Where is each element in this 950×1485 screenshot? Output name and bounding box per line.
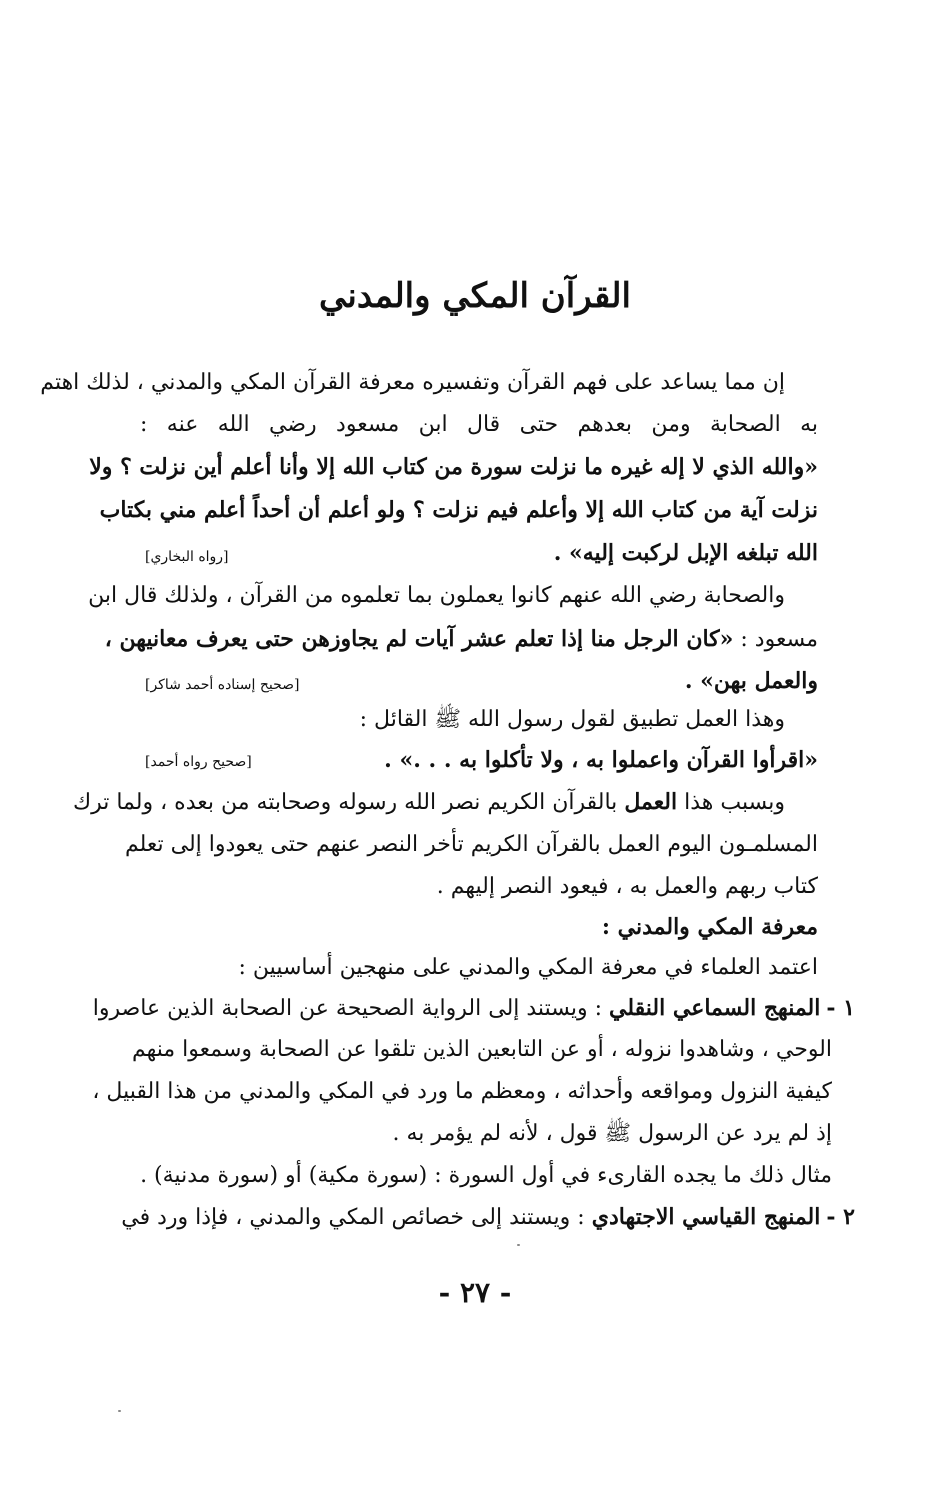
source-bukhari: [رواه البخاري] bbox=[145, 549, 229, 565]
para3-quote: «اقرأوا القرآن واعملوا به ، ولا تأكلوا به . . .» . bbox=[384, 747, 818, 773]
para2-line-1: والصحابة رضي الله عنهم كانوا يعملون بما تعلموه من القرآن ، ولذلك قال ابن bbox=[88, 583, 785, 608]
method1-line-2: الوحي ، وشاهدوا نزوله ، أو عن التابعين الذين تلقوا عن الصحابة وسمعوا منهم bbox=[131, 1037, 832, 1062]
page-number: - ٢٧ - bbox=[438, 1276, 512, 1309]
example-line: مثال ذلك ما يجده القارىء في أول السورة : (سورة مكية) أو (سورة مدنية) . bbox=[140, 1163, 832, 1188]
method1-line-4: إذ لم يرد عن الرسول ﷺ قول ، لأنه لم يؤمر به . bbox=[392, 1121, 832, 1146]
quote1-line-2: نزلت آية من كتاب الله إلا وأعلم فيم نزلت ؟ ولو أعلم أن أحداً أعلم مني بكتاب bbox=[99, 497, 818, 523]
method2-number: ٢ - bbox=[826, 1204, 855, 1230]
para4-line-1-a: وبسبب هذا bbox=[684, 790, 785, 815]
quote1-line-3: الله تبلغه الإبل لركبت إليه» . bbox=[553, 540, 818, 566]
method1-line-3: كيفية النزول ومواقعه وأحداثه ، ومعظم ما ورد في المكي والمدني من هذا القبيل ، bbox=[92, 1079, 832, 1104]
para3-line-1: وهذا العمل تطبيق لقول رسول الله ﷺ القائل : bbox=[359, 707, 785, 732]
para4-line-1 bbox=[72, 782, 785, 823]
method2-name: المنهج القياسي الاجتهادي bbox=[591, 1204, 821, 1230]
print-speck bbox=[517, 1244, 520, 1246]
para2-line-2 bbox=[104, 619, 818, 660]
para4-line-3: كتاب ربهم والعمل به ، فيعود النصر إليهم . bbox=[436, 874, 818, 899]
method1-name: المنهج السماعي النقلي bbox=[609, 995, 821, 1021]
method1-number: ١ - bbox=[826, 995, 855, 1021]
para2-line-2-plain: مسعود : bbox=[740, 627, 818, 652]
para2-line-3: والعمل بهن» . bbox=[684, 668, 818, 694]
section-intro: اعتمد العلماء في معرفة المكي والمدني على منهجين أساسيين : bbox=[238, 955, 818, 980]
para4-line-1-bold: العمل bbox=[624, 789, 678, 815]
page-title: القرآن المكي والمدني bbox=[319, 276, 631, 316]
source-ahmad: [صحيح رواه أحمد] bbox=[145, 754, 252, 770]
source-ahmad-shakir: [صحيح إسناده أحمد شاكر] bbox=[145, 677, 300, 693]
intro-line-2: به الصحابة ومن بعدهم حتى قال ابن مسعود رضي الله عنه : bbox=[140, 412, 818, 437]
para4-line-2: المسلمـون اليوم العمل بالقرآن الكريم تأخر النصر عنهم حتى يعودوا إلى تعلم bbox=[124, 832, 818, 857]
para2-line-2-quote: «كان الرجل منا إذا تعلم عشر آيات لم يجاوزهن حتى يعرف معانيهن ، bbox=[104, 626, 734, 652]
method2-line-1 bbox=[121, 1197, 855, 1238]
method2-line-1-rest: : ويستند إلى خصائص المكي والمدني ، فإذا ورد في bbox=[121, 1205, 585, 1230]
method1-line-1 bbox=[92, 988, 855, 1029]
quote1-line-1: «والله الذي لا إله غيره ما نزلت سورة من كتاب الله إلا وأنا أعلم أين نزلت ؟ ولا bbox=[89, 454, 818, 480]
intro-line-1: إن مما يساعد على فهم القرآن وتفسيره معرفة القرآن المكي والمدني ، لذلك اهتم bbox=[40, 370, 785, 395]
print-speck bbox=[118, 1410, 121, 1412]
para4-line-1-b: بالقرآن الكريم نصر الله رسوله وصحابته من بعده ، ولما ترك bbox=[72, 790, 618, 815]
method1-line-1-rest: : ويستند إلى الرواية الصحيحة عن الصحابة الذين عاصروا bbox=[92, 996, 602, 1021]
section-heading: معرفة المكي والمدني : bbox=[601, 914, 818, 940]
